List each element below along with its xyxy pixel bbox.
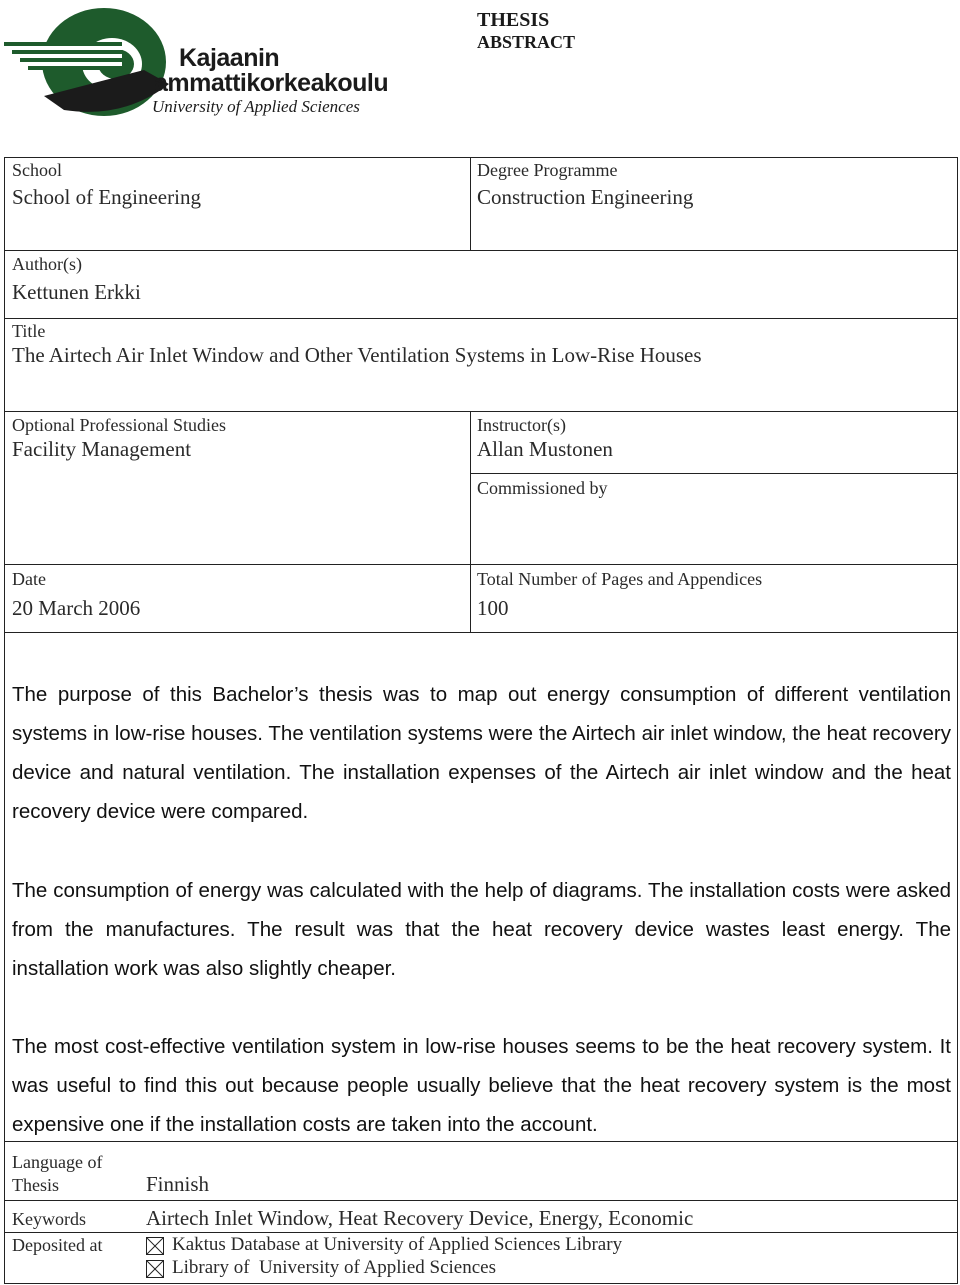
deposited-option-library: Library of University of Applied Sciences (172, 1257, 496, 1278)
instructor-value: Allan Mustonen (477, 437, 613, 461)
deposited-label: Deposited at (12, 1235, 103, 1255)
author-label: Author(s) (12, 254, 82, 274)
document-type: THESIS (477, 9, 550, 31)
school-logo (4, 4, 396, 122)
deposited-option-kaktus: Kaktus Database at University of Applied Sciences Library (172, 1234, 623, 1255)
language-label-line2: Thesis (12, 1175, 59, 1195)
title-label: Title (12, 321, 46, 341)
title-value: The Airtech Air Inlet Window and Other Ventilation Systems in Low-Rise Houses (12, 343, 702, 367)
date-value: 20 March 2006 (12, 596, 141, 620)
divider (5, 250, 957, 251)
logo-text-university: University of Applied Sciences (152, 97, 360, 116)
pages-label: Total Number of Pages and Appendices (477, 569, 763, 589)
divider (470, 158, 471, 250)
document-subtype: ABSTRACT (477, 32, 576, 52)
instructor-label: Instructor(s) (477, 415, 566, 435)
school-value: School of Engineering (12, 185, 201, 209)
keywords-value: Airtech Inlet Window, Heat Recovery Device, Energy, Economic (146, 1206, 694, 1230)
checked-checkbox-icon[interactable] (146, 1237, 164, 1255)
divider (5, 318, 957, 319)
divider (470, 473, 957, 474)
author-value: Kettunen Erkki (12, 280, 141, 304)
abstract-paragraph: The consumption of energy was calculated with the help of diagrams. The installation costs were asked from the manufactures. The result was that the heat recovery device wastes least energy. The installation work was also slightly cheaper. (12, 879, 951, 980)
degree-value: Construction Engineering (477, 185, 694, 209)
pages-value: 100 (477, 596, 509, 620)
divider (5, 564, 957, 565)
keywords-label: Keywords (12, 1209, 86, 1229)
optional-studies-value: Facility Management (12, 437, 192, 461)
divider (5, 1200, 957, 1201)
divider (5, 632, 957, 633)
language-label-line1: Language of (12, 1152, 103, 1172)
abstract-paragraph: The purpose of this Bachelor’s thesis was to map out energy consumption of different ventilation systems in low-rise houses. The ventilation systems were the Airtech air inlet window, the heat recovery device and natural ventilation. The installation expenses of the Airtech air inlet window and the heat recovery device were compared. (12, 683, 951, 823)
logo-text-kajaanin: Kajaanin (179, 44, 280, 72)
school-label: School (12, 160, 63, 180)
language-value: Finnish (146, 1172, 210, 1196)
logo-text-amk: ammattikorkeakoulu (154, 69, 389, 97)
optional-studies-label: Optional Professional Studies (12, 415, 226, 435)
checked-checkbox-icon[interactable] (146, 1260, 164, 1278)
divider (5, 411, 957, 412)
divider (5, 1232, 957, 1233)
commissioned-label: Commissioned by (477, 478, 608, 498)
date-label: Date (12, 569, 46, 589)
divider (470, 411, 471, 632)
degree-label: Degree Programme (477, 160, 618, 180)
abstract-paragraph: The most cost-effective ventilation system in low-rise houses seems to be the heat recovery system. It was useful to find this out because people usually believe that the heat recovery system is the most expensive one if the installation costs are taken into the account. (12, 1035, 951, 1136)
